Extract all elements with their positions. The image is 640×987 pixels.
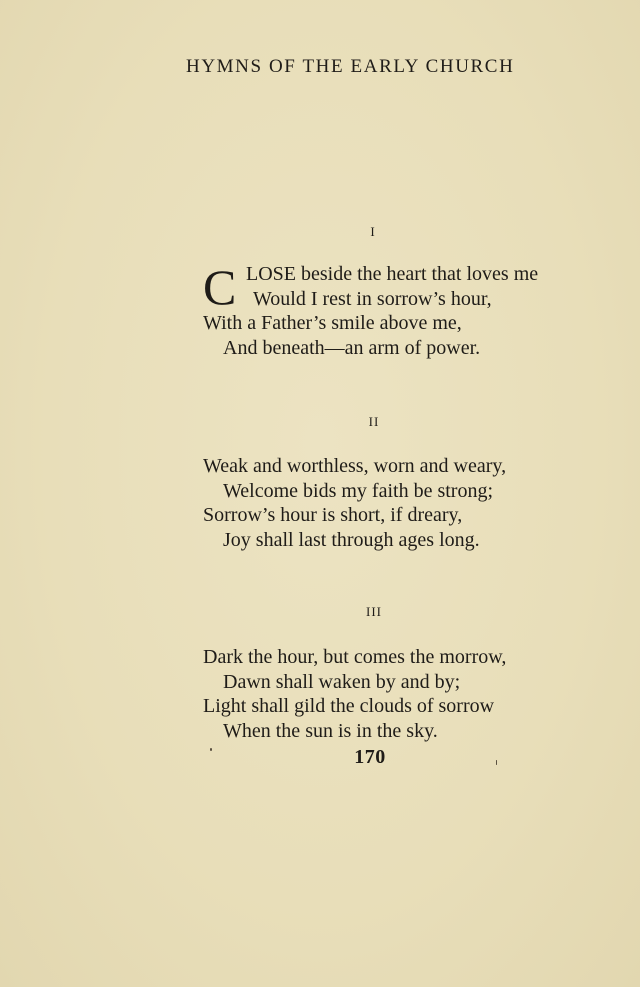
stanza-2-line-1: Weak and worthless, worn and weary,	[203, 455, 507, 477]
stanza-2-line-2: Welcome bids my faith be strong;	[223, 479, 493, 502]
stanza-3	[203, 645, 603, 743]
stanza-3-line-1: Dark the hour, but comes the morrow,	[203, 646, 507, 668]
stanza-1-line-2: Would I rest in sorrow’s hour,	[253, 287, 492, 310]
stanza-1-line-3: With a Father’s smile above me,	[203, 312, 462, 334]
ink-speck	[496, 760, 497, 765]
stanza-number-3: III	[366, 604, 382, 619]
stanza-2-line-3: Sorrow’s hour is short, if dreary,	[203, 504, 463, 526]
stanza-1-line-4: And beneath—an arm of power.	[223, 336, 481, 359]
running-head: HYMNS OF THE EARLY CHURCH	[186, 56, 515, 77]
ink-speck	[210, 748, 212, 751]
drop-cap: C	[203, 259, 237, 315]
stanza-number-1: I	[370, 224, 376, 239]
page-number: 170	[354, 746, 386, 768]
stanza-3-line-2: Dawn shall waken by and by;	[223, 670, 461, 693]
stanza-2	[203, 454, 603, 552]
stanza-3-line-3: Light shall gild the clouds of sorrow	[203, 695, 495, 717]
stanza-3-line-4: When the sun is in the sky.	[223, 719, 438, 742]
stanza-1-line-1: LOSE beside the heart that loves me	[246, 263, 539, 285]
stanza-1	[203, 259, 623, 360]
stanza-number-2: II	[368, 414, 380, 429]
stanza-2-line-4: Joy shall last through ages long.	[223, 528, 480, 551]
